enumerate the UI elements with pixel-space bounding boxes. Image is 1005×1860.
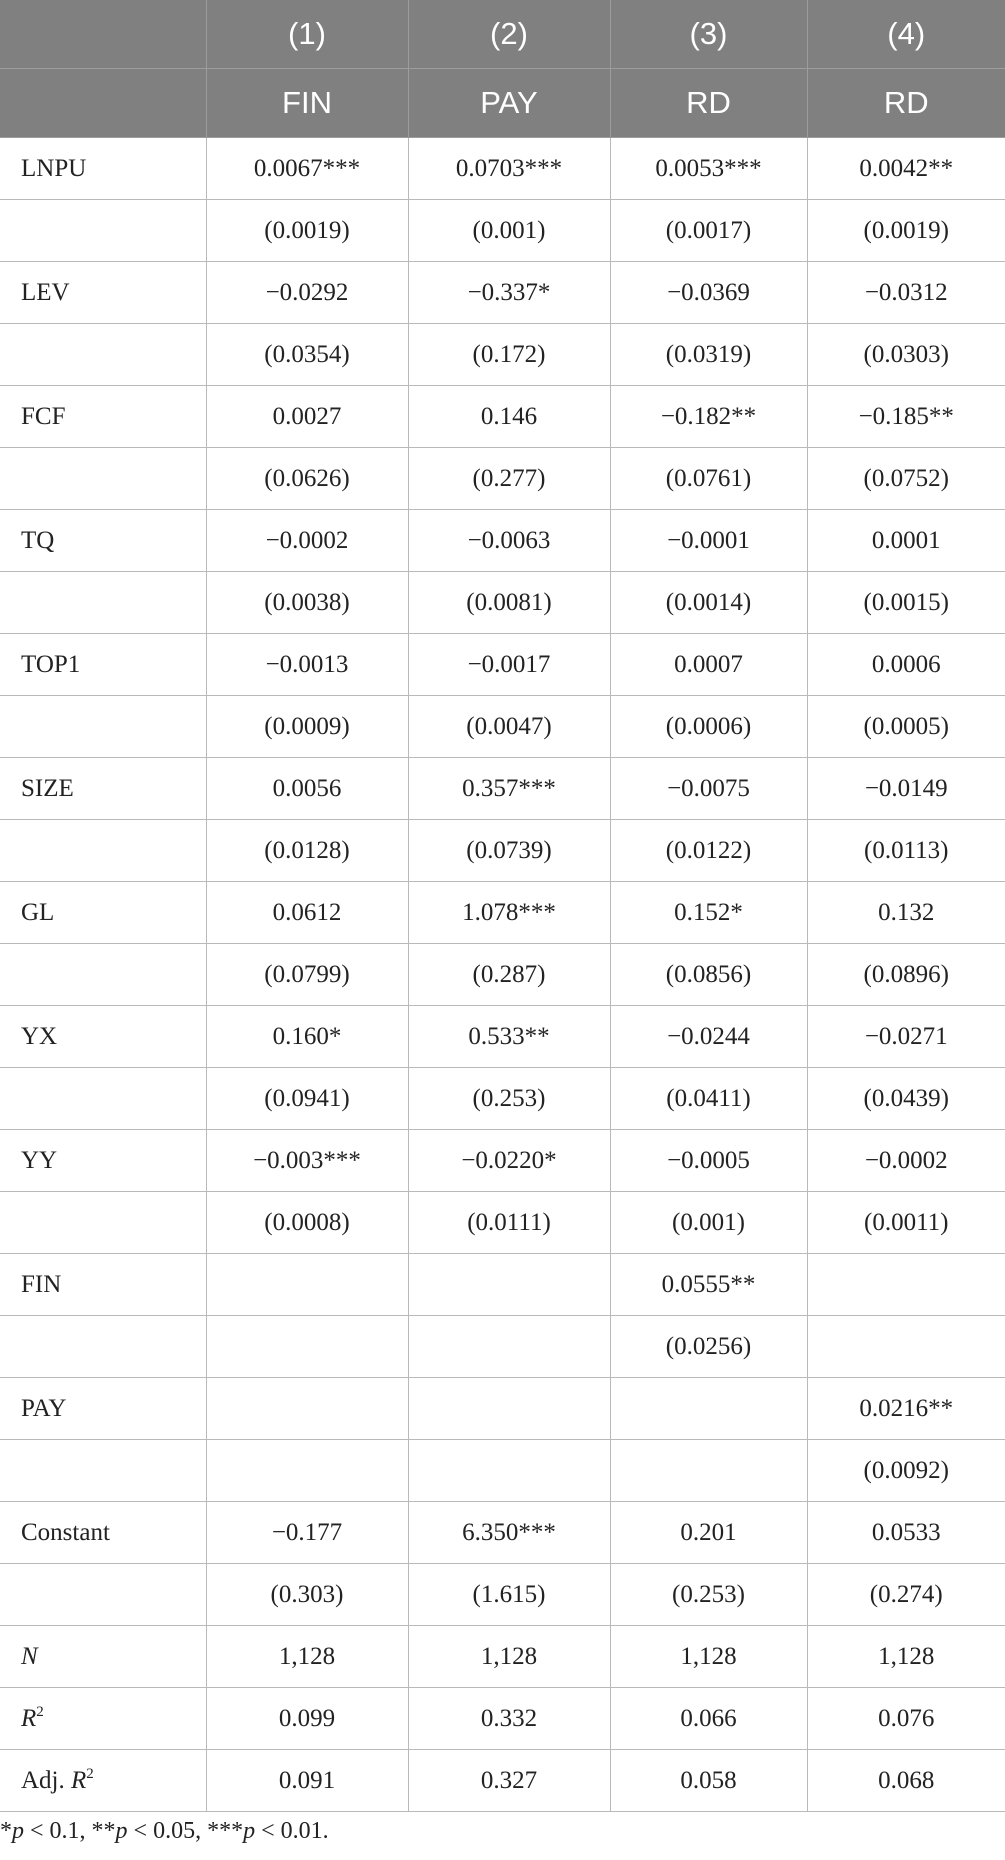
row-label: YX <box>0 1006 206 1068</box>
table-cell: −0.0017 <box>408 634 610 696</box>
table-cell: (0.0092) <box>807 1440 1005 1502</box>
table-row-se <box>0 1440 1005 1502</box>
table-row-n <box>0 1626 1005 1688</box>
row-label: TQ <box>0 510 206 572</box>
table-row-coef <box>0 138 1005 200</box>
row-label: YY <box>0 1130 206 1192</box>
table-cell <box>610 1440 807 1502</box>
table-cell: (0.0799) <box>206 944 408 1006</box>
table-cell: −0.0063 <box>408 510 610 572</box>
table-cell: (0.0015) <box>807 572 1005 634</box>
row-label: SIZE <box>0 758 206 820</box>
table-cell: (0.253) <box>610 1564 807 1626</box>
table-cell: 0.0053*** <box>610 138 807 200</box>
table-row-coef <box>0 1254 1005 1316</box>
row-label <box>0 572 206 634</box>
table-cell: −0.185** <box>807 386 1005 448</box>
header-model-4: (4) <box>807 0 1005 69</box>
table-cell: (0.001) <box>408 200 610 262</box>
header-corner <box>0 0 206 69</box>
table-cell: −0.177 <box>206 1502 408 1564</box>
table-cell: (0.0626) <box>206 448 408 510</box>
table-row-se <box>0 1192 1005 1254</box>
table-cell: (0.0439) <box>807 1068 1005 1130</box>
table-cell: 0.0056 <box>206 758 408 820</box>
table-cell: (0.001) <box>610 1192 807 1254</box>
table-row-adj-r-squared <box>0 1750 1005 1812</box>
table-cell <box>408 1254 610 1316</box>
note-p: p <box>12 1818 24 1844</box>
header-model-3: (3) <box>610 0 807 69</box>
table-cell: 0.099 <box>206 1688 408 1750</box>
row-label: FIN <box>0 1254 206 1316</box>
table-cell: 0.0533 <box>807 1502 1005 1564</box>
table-cell: −0.0001 <box>610 510 807 572</box>
table-cell: (0.172) <box>408 324 610 386</box>
row-label-n <box>0 1626 206 1688</box>
table-row-se <box>0 696 1005 758</box>
table-row-se <box>0 200 1005 262</box>
row-label <box>0 944 206 1006</box>
table-cell: 0.091 <box>206 1750 408 1812</box>
squared-superscript: 2 <box>86 1765 94 1782</box>
row-label <box>0 696 206 758</box>
table-cell: (0.0319) <box>610 324 807 386</box>
table-cell <box>807 1254 1005 1316</box>
table-cell: 0.0555** <box>610 1254 807 1316</box>
table-cell: (0.0014) <box>610 572 807 634</box>
table-cell: −0.0292 <box>206 262 408 324</box>
header-corner-2 <box>0 69 206 138</box>
table-row-se <box>0 324 1005 386</box>
table-cell: (0.287) <box>408 944 610 1006</box>
table-cell: (0.0122) <box>610 820 807 882</box>
row-label <box>0 1316 206 1378</box>
table-cell: (0.0739) <box>408 820 610 882</box>
table-cell: 1,128 <box>807 1626 1005 1688</box>
table-cell: (0.0303) <box>807 324 1005 386</box>
r-symbol: R <box>71 1766 87 1794</box>
table-cell: −0.0149 <box>807 758 1005 820</box>
note-p: p <box>243 1818 256 1844</box>
table-cell: 0.332 <box>408 1688 610 1750</box>
note-part: < 0.05, *** <box>127 1818 244 1844</box>
table-cell: 0.076 <box>807 1688 1005 1750</box>
row-label <box>0 1440 206 1502</box>
table-cell: 0.0027 <box>206 386 408 448</box>
row-label <box>0 324 206 386</box>
table-row-coef <box>0 262 1005 324</box>
table-row-se <box>0 820 1005 882</box>
table-cell: (0.0017) <box>610 200 807 262</box>
table-cell: (0.0941) <box>206 1068 408 1130</box>
table-cell: 0.160* <box>206 1006 408 1068</box>
table-cell: (0.0761) <box>610 448 807 510</box>
table-cell: 0.0007 <box>610 634 807 696</box>
table-body <box>0 138 1005 1812</box>
table-cell: 0.357*** <box>408 758 610 820</box>
table-cell: 0.0067*** <box>206 138 408 200</box>
table-cell: (0.0354) <box>206 324 408 386</box>
table-cell: 1.078*** <box>408 882 610 944</box>
table-cell: −0.0220* <box>408 1130 610 1192</box>
table-cell: 0.201 <box>610 1502 807 1564</box>
header-depvar-1: FIN <box>206 69 408 138</box>
table-cell: (0.0038) <box>206 572 408 634</box>
table-cell: (0.0009) <box>206 696 408 758</box>
row-label <box>0 1564 206 1626</box>
row-label: GL <box>0 882 206 944</box>
table-row-coef <box>0 1502 1005 1564</box>
table-cell: (0.0005) <box>807 696 1005 758</box>
header-model-2: (2) <box>408 0 610 69</box>
table-cell: (0.0856) <box>610 944 807 1006</box>
table-cell <box>408 1440 610 1502</box>
table-cell: (0.253) <box>408 1068 610 1130</box>
note-p: p <box>115 1818 128 1844</box>
row-label: TOP1 <box>0 634 206 696</box>
table-row-coef <box>0 1378 1005 1440</box>
table-cell: 0.0612 <box>206 882 408 944</box>
table-row-se <box>0 448 1005 510</box>
table-cell: −0.0075 <box>610 758 807 820</box>
row-label <box>0 1192 206 1254</box>
table-cell: 0.152* <box>610 882 807 944</box>
row-label-adj-r-squared <box>0 1750 206 1812</box>
table-cell: 0.066 <box>610 1688 807 1750</box>
table-row-se <box>0 572 1005 634</box>
table-header <box>0 0 1005 138</box>
header-row-model-numbers <box>0 0 1005 69</box>
table-cell: 6.350*** <box>408 1502 610 1564</box>
table-cell: (0.0006) <box>610 696 807 758</box>
table-cell: 0.533** <box>408 1006 610 1068</box>
row-label <box>0 1068 206 1130</box>
table-cell <box>206 1254 408 1316</box>
table-row-se <box>0 1316 1005 1378</box>
table-row-r-squared <box>0 1688 1005 1750</box>
table-cell: (0.0047) <box>408 696 610 758</box>
table-cell: −0.182** <box>610 386 807 448</box>
row-label: Constant <box>0 1502 206 1564</box>
table-row-coef <box>0 1130 1005 1192</box>
table-cell: 0.0042** <box>807 138 1005 200</box>
table-cell: (0.0128) <box>206 820 408 882</box>
table-cell: (0.0411) <box>610 1068 807 1130</box>
row-label: LEV <box>0 262 206 324</box>
row-label: FCF <box>0 386 206 448</box>
note-part: * <box>0 1818 12 1844</box>
row-label <box>0 820 206 882</box>
table-cell: 0.0216** <box>807 1378 1005 1440</box>
table-cell: −0.0002 <box>206 510 408 572</box>
table-row-se <box>0 1068 1005 1130</box>
table-cell <box>206 1440 408 1502</box>
table-cell: −0.0244 <box>610 1006 807 1068</box>
header-depvar-2: PAY <box>408 69 610 138</box>
header-depvar-3: RD <box>610 69 807 138</box>
table-cell: 1,128 <box>206 1626 408 1688</box>
table-cell <box>206 1316 408 1378</box>
table-cell: (0.0896) <box>807 944 1005 1006</box>
table-cell: (0.0113) <box>807 820 1005 882</box>
table-cell: (0.0752) <box>807 448 1005 510</box>
table-cell <box>408 1316 610 1378</box>
table-cell: −0.0312 <box>807 262 1005 324</box>
table-cell: 1,128 <box>408 1626 610 1688</box>
squared-superscript: 2 <box>36 1703 44 1720</box>
table-row-coef <box>0 634 1005 696</box>
table-cell: −0.0271 <box>807 1006 1005 1068</box>
table-cell <box>807 1316 1005 1378</box>
table-row-coef <box>0 882 1005 944</box>
table-cell: 0.068 <box>807 1750 1005 1812</box>
table-cell: (0.0256) <box>610 1316 807 1378</box>
table-cell: 0.0703*** <box>408 138 610 200</box>
table-cell: (0.0019) <box>807 200 1005 262</box>
table-cell: −0.0005 <box>610 1130 807 1192</box>
header-row-dependent-vars <box>0 69 1005 138</box>
table-row-coef <box>0 1006 1005 1068</box>
table-cell: (0.0011) <box>807 1192 1005 1254</box>
table-cell: (1.615) <box>408 1564 610 1626</box>
n-symbol: N <box>21 1642 38 1670</box>
note-part: < 0.1, ** <box>24 1818 116 1844</box>
table-cell: −0.003*** <box>206 1130 408 1192</box>
significance-note <box>0 1818 329 1845</box>
table-cell: (0.274) <box>807 1564 1005 1626</box>
row-label <box>0 200 206 262</box>
table-cell: (0.303) <box>206 1564 408 1626</box>
table-cell: (0.0019) <box>206 200 408 262</box>
table-cell: (0.0008) <box>206 1192 408 1254</box>
table-cell: −0.337* <box>408 262 610 324</box>
table-cell: 0.132 <box>807 882 1005 944</box>
table-cell: 0.146 <box>408 386 610 448</box>
table-row-coef <box>0 510 1005 572</box>
header-depvar-4: RD <box>807 69 1005 138</box>
row-label: LNPU <box>0 138 206 200</box>
table-row-coef <box>0 758 1005 820</box>
table-cell: 0.327 <box>408 1750 610 1812</box>
table-cell: (0.277) <box>408 448 610 510</box>
table-cell: −0.0013 <box>206 634 408 696</box>
note-part: < 0.01. <box>255 1818 329 1844</box>
row-label-r-squared <box>0 1688 206 1750</box>
table-cell <box>206 1378 408 1440</box>
row-label: PAY <box>0 1378 206 1440</box>
table-cell: 0.0001 <box>807 510 1005 572</box>
header-model-1: (1) <box>206 0 408 69</box>
table-cell <box>408 1378 610 1440</box>
r-symbol: R <box>21 1704 37 1732</box>
table-row-se <box>0 1564 1005 1626</box>
table-cell: (0.0081) <box>408 572 610 634</box>
row-label <box>0 448 206 510</box>
adj-prefix: Adj. <box>21 1766 71 1794</box>
table-cell: (0.0111) <box>408 1192 610 1254</box>
table-cell: 0.0006 <box>807 634 1005 696</box>
table-cell: −0.0002 <box>807 1130 1005 1192</box>
table-cell: 1,128 <box>610 1626 807 1688</box>
table-cell: 0.058 <box>610 1750 807 1812</box>
table-cell: −0.0369 <box>610 262 807 324</box>
table-row-se <box>0 944 1005 1006</box>
table-row-coef <box>0 386 1005 448</box>
table-cell <box>610 1378 807 1440</box>
